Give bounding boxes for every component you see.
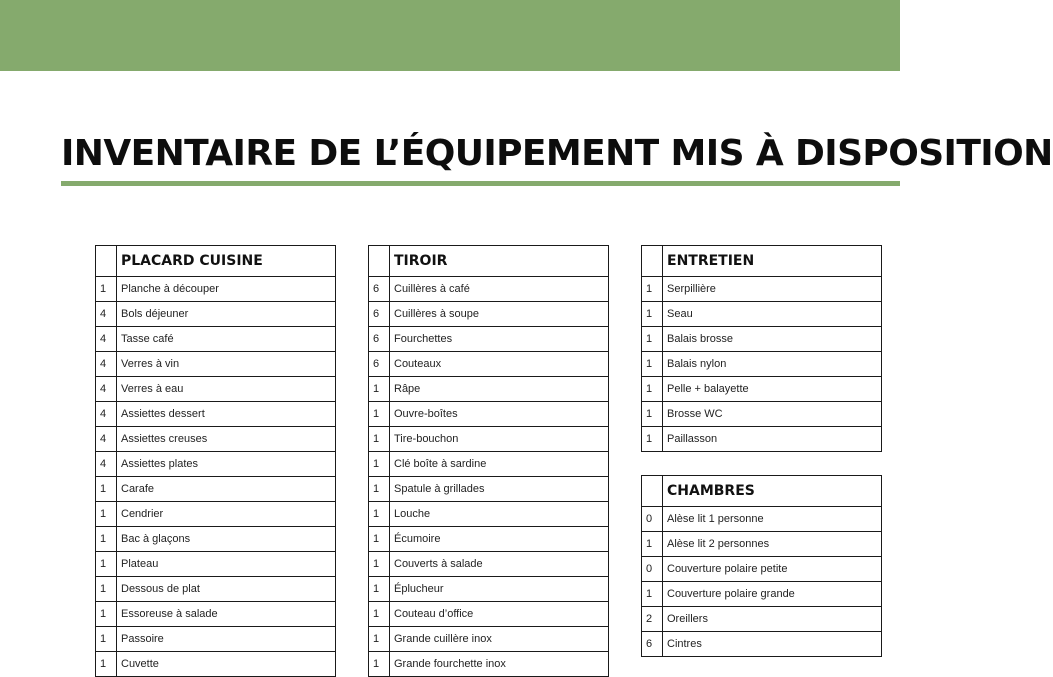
table-tiroir [368, 245, 609, 677]
table-row [96, 577, 336, 602]
table-row [96, 352, 336, 377]
table-row [642, 557, 882, 582]
quantity-cell: 0 [642, 557, 663, 582]
item-label-cell: Cuillères à soupe [390, 302, 609, 327]
table-row [96, 452, 336, 477]
quantity-cell: 1 [96, 652, 117, 677]
section-title: CHAMBRES [663, 476, 882, 507]
quantity-cell: 1 [369, 402, 390, 427]
header-band [0, 0, 900, 71]
table-entretien [641, 245, 882, 452]
table-chambres [641, 475, 882, 657]
quantity-cell: 1 [642, 327, 663, 352]
item-label-cell: Planche à découper [117, 277, 336, 302]
quantity-cell: 4 [96, 402, 117, 427]
item-label-cell: Verres à eau [117, 377, 336, 402]
quantity-cell: 1 [96, 277, 117, 302]
table-header-row [369, 246, 609, 277]
quantity-cell: 6 [369, 352, 390, 377]
quantity-cell: 1 [96, 552, 117, 577]
item-label-cell: Paillasson [663, 427, 882, 452]
quantity-cell: 1 [642, 352, 663, 377]
quantity-cell: 1 [369, 552, 390, 577]
table-row [96, 627, 336, 652]
quantity-cell: 1 [96, 527, 117, 552]
table-row [369, 277, 609, 302]
quantity-cell: 1 [642, 277, 663, 302]
table-row [642, 277, 882, 302]
table-row [642, 582, 882, 607]
item-label-cell: Oreillers [663, 607, 882, 632]
item-label-cell: Tasse café [117, 327, 336, 352]
table-row [369, 377, 609, 402]
table-row [369, 402, 609, 427]
quantity-cell: 1 [642, 302, 663, 327]
item-label-cell: Assiettes creuses [117, 427, 336, 452]
table-row [96, 477, 336, 502]
item-label-cell: Ouvre-boîtes [390, 402, 609, 427]
table-row [369, 627, 609, 652]
quantity-cell: 1 [96, 602, 117, 627]
table-row [369, 302, 609, 327]
table-row [369, 477, 609, 502]
table-row [369, 577, 609, 602]
table-row [96, 552, 336, 577]
item-label-cell: Râpe [390, 377, 609, 402]
table-row [96, 277, 336, 302]
quantity-cell: 1 [369, 577, 390, 602]
item-label-cell: Assiettes plates [117, 452, 336, 477]
item-label-cell: Éplucheur [390, 577, 609, 602]
table-row [642, 402, 882, 427]
item-label-cell: Couteau d’office [390, 602, 609, 627]
quantity-cell: 6 [369, 327, 390, 352]
section-title: TIROIR [390, 246, 609, 277]
qty-header-cell [369, 246, 390, 277]
quantity-cell: 1 [369, 627, 390, 652]
table-row [369, 552, 609, 577]
item-label-cell: Alèse lit 1 personne [663, 507, 882, 532]
quantity-cell: 1 [369, 377, 390, 402]
table-placard-cuisine [95, 245, 336, 677]
item-label-cell: Verres à vin [117, 352, 336, 377]
table-row [369, 602, 609, 627]
item-label-cell: Seau [663, 302, 882, 327]
quantity-cell: 1 [96, 502, 117, 527]
item-label-cell: Fourchettes [390, 327, 609, 352]
quantity-cell: 1 [369, 652, 390, 677]
quantity-cell: 1 [369, 477, 390, 502]
item-label-cell: Tire-bouchon [390, 427, 609, 452]
quantity-cell: 4 [96, 352, 117, 377]
quantity-cell: 1 [369, 502, 390, 527]
item-label-cell: Cuvette [117, 652, 336, 677]
quantity-cell: 1 [96, 577, 117, 602]
qty-header-cell [642, 246, 663, 277]
table-row [96, 377, 336, 402]
section-title: PLACARD CUISINE [117, 246, 336, 277]
quantity-cell: 4 [96, 452, 117, 477]
table-row [96, 652, 336, 677]
item-label-cell: Assiettes dessert [117, 402, 336, 427]
quantity-cell: 0 [642, 507, 663, 532]
quantity-cell: 1 [96, 627, 117, 652]
table-row [96, 602, 336, 627]
table-row [96, 402, 336, 427]
table-row [369, 327, 609, 352]
item-label-cell: Clé boîte à sardine [390, 452, 609, 477]
table-row [96, 302, 336, 327]
item-label-cell: Plateau [117, 552, 336, 577]
quantity-cell: 4 [96, 377, 117, 402]
table-row [96, 527, 336, 552]
table-row [369, 427, 609, 452]
page-title: INVENTAIRE DE L’ÉQUIPEMENT MIS À DISPOSITION [61, 133, 1053, 174]
table-row [96, 502, 336, 527]
item-label-cell: Pelle + balayette [663, 377, 882, 402]
table-row [369, 652, 609, 677]
quantity-cell: 1 [369, 527, 390, 552]
item-label-cell: Grande cuillère inox [390, 627, 609, 652]
title-underline [61, 181, 900, 186]
item-label-cell: Bols déjeuner [117, 302, 336, 327]
table-header-row [96, 246, 336, 277]
table-row [642, 377, 882, 402]
table-row [642, 352, 882, 377]
item-label-cell: Couverts à salade [390, 552, 609, 577]
quantity-cell: 1 [369, 452, 390, 477]
quantity-cell: 6 [369, 302, 390, 327]
item-label-cell: Louche [390, 502, 609, 527]
table-row [96, 427, 336, 452]
table-row [642, 632, 882, 657]
quantity-cell: 6 [369, 277, 390, 302]
quantity-cell: 1 [369, 602, 390, 627]
table-row [96, 327, 336, 352]
quantity-cell: 2 [642, 607, 663, 632]
quantity-cell: 6 [642, 632, 663, 657]
item-label-cell: Passoire [117, 627, 336, 652]
item-label-cell: Cintres [663, 632, 882, 657]
qty-header-cell [642, 476, 663, 507]
quantity-cell: 1 [642, 377, 663, 402]
table-row [642, 302, 882, 327]
quantity-cell: 1 [642, 402, 663, 427]
quantity-cell: 4 [96, 427, 117, 452]
table-row [369, 502, 609, 527]
item-label-cell: Serpillière [663, 277, 882, 302]
table-row [642, 532, 882, 557]
item-label-cell: Écumoire [390, 527, 609, 552]
table-row [369, 352, 609, 377]
item-label-cell: Couteaux [390, 352, 609, 377]
item-label-cell: Essoreuse à salade [117, 602, 336, 627]
item-label-cell: Cendrier [117, 502, 336, 527]
quantity-cell: 4 [96, 327, 117, 352]
quantity-cell: 1 [642, 427, 663, 452]
item-label-cell: Cuillères à café [390, 277, 609, 302]
item-label-cell: Spatule à grillades [390, 477, 609, 502]
item-label-cell: Carafe [117, 477, 336, 502]
table-row [642, 327, 882, 352]
quantity-cell: 1 [96, 477, 117, 502]
item-label-cell: Bac à glaçons [117, 527, 336, 552]
item-label-cell: Alèse lit 2 personnes [663, 532, 882, 557]
item-label-cell: Balais brosse [663, 327, 882, 352]
quantity-cell: 4 [96, 302, 117, 327]
table-row [369, 452, 609, 477]
item-label-cell: Balais nylon [663, 352, 882, 377]
table-row [642, 427, 882, 452]
table-header-row [642, 476, 882, 507]
table-header-row [642, 246, 882, 277]
item-label-cell: Grande fourchette inox [390, 652, 609, 677]
section-title: ENTRETIEN [663, 246, 882, 277]
item-label-cell: Couverture polaire grande [663, 582, 882, 607]
qty-header-cell [96, 246, 117, 277]
quantity-cell: 1 [642, 532, 663, 557]
table-row [369, 527, 609, 552]
item-label-cell: Couverture polaire petite [663, 557, 882, 582]
quantity-cell: 1 [369, 427, 390, 452]
item-label-cell: Brosse WC [663, 402, 882, 427]
quantity-cell: 1 [642, 582, 663, 607]
table-row [642, 607, 882, 632]
item-label-cell: Dessous de plat [117, 577, 336, 602]
table-row [642, 507, 882, 532]
